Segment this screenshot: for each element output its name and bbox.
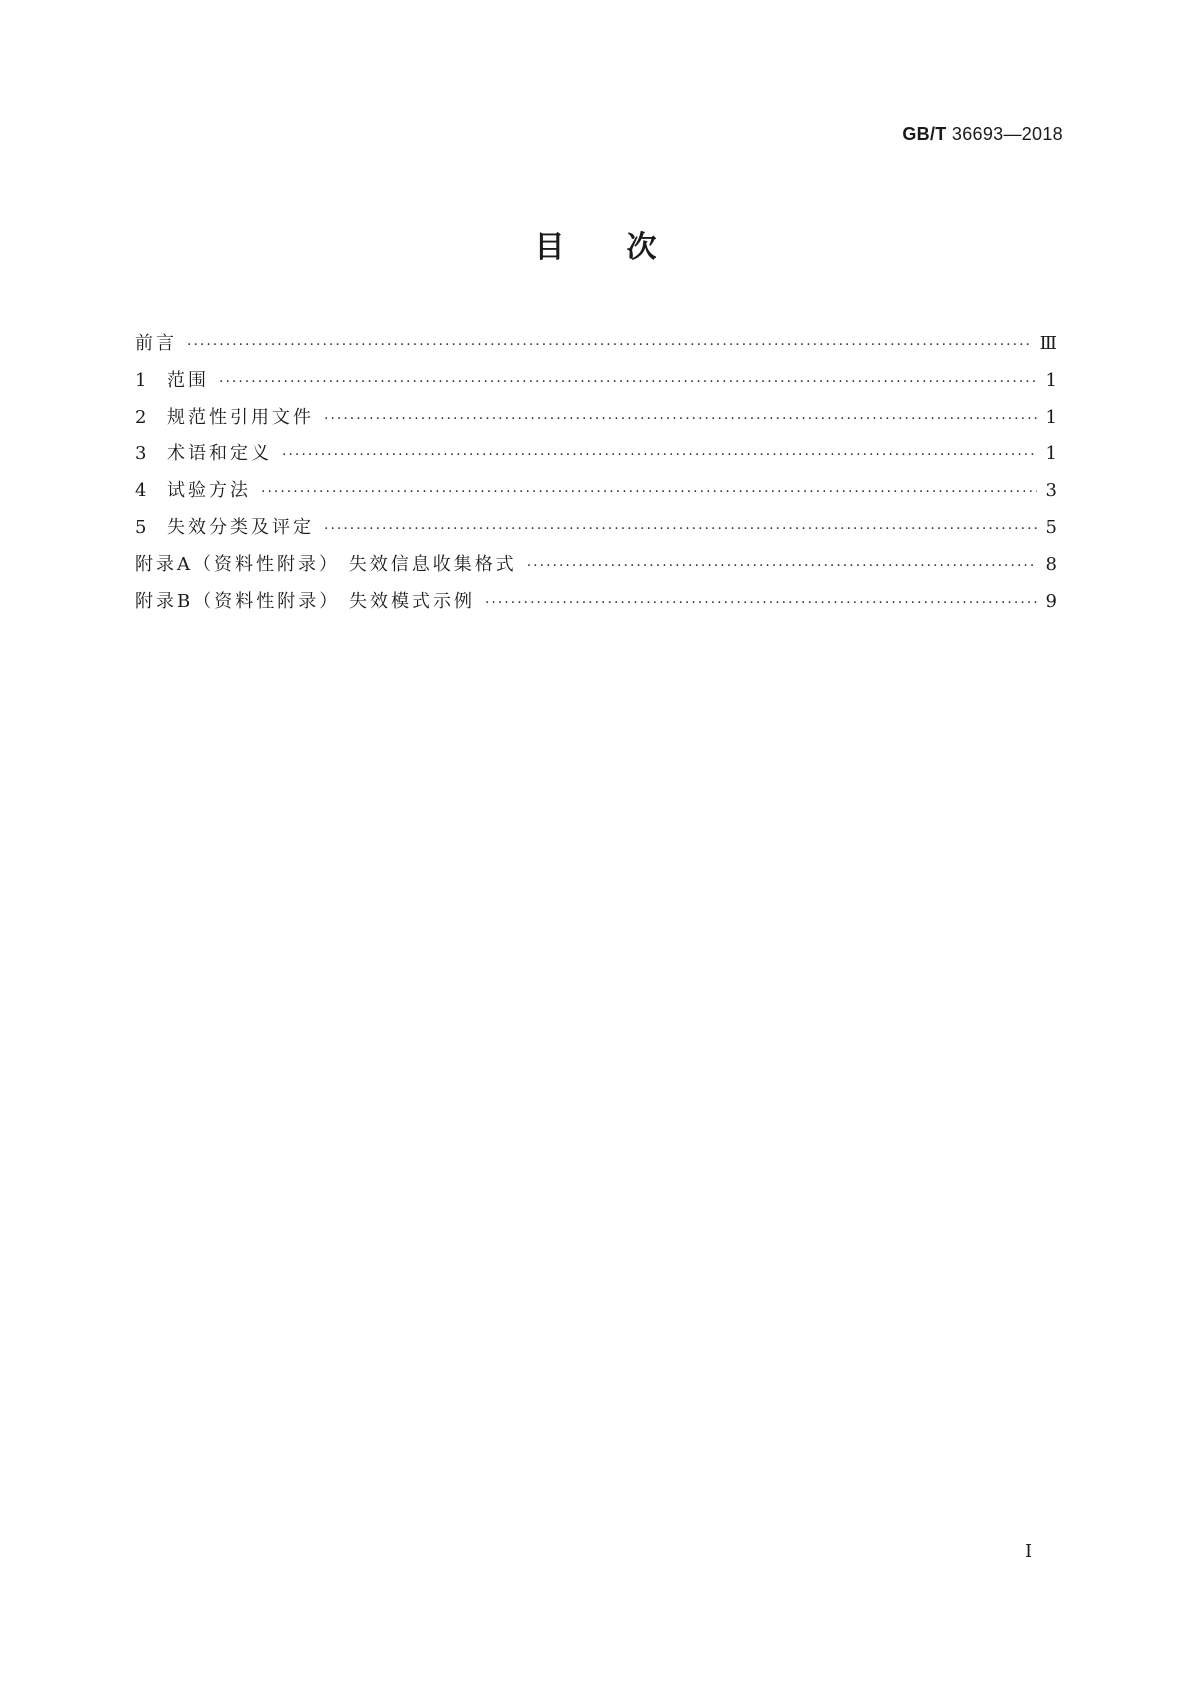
toc-entry-page: 9: [1045, 590, 1057, 612]
toc-entry-number: 5: [135, 516, 147, 538]
toc-entry-label: 术语和定义: [167, 443, 272, 465]
toc-entry-number: 3: [135, 443, 147, 465]
toc-leader-dots: [324, 511, 1037, 548]
page-title: 目次: [534, 230, 719, 265]
toc-entry-page: 1: [1045, 369, 1057, 391]
toc-entry-label: 规范性引用文件: [167, 406, 314, 428]
page-number: I: [1025, 1541, 1033, 1562]
toc-leader-dots: [261, 474, 1037, 511]
toc-entry-number: 2: [135, 406, 147, 428]
toc-leader-dots: [324, 401, 1037, 438]
standard-prefix: GB/T: [902, 124, 947, 144]
toc-entry-failure-classification[interactable]: [135, 510, 1057, 547]
toc-leader-dots: [282, 437, 1037, 474]
toc-entry-label: 失效分类及评定: [167, 516, 314, 538]
toc-entry-label: 范围: [167, 369, 209, 391]
toc-entry-appendix-b[interactable]: [135, 584, 1057, 621]
toc-leader-dots: [527, 548, 1037, 585]
toc-entry-label: 前言: [135, 333, 177, 354]
toc-entry-number: 4: [135, 480, 147, 502]
table-of-contents: [135, 326, 1057, 620]
toc-entry-terms-definitions[interactable]: [135, 436, 1057, 473]
toc-entry-page: 1: [1045, 406, 1057, 428]
toc-entry-label: 附录B（资料性附录） 失效模式示例: [135, 590, 475, 612]
toc-entry-label: 试验方法: [167, 480, 251, 502]
standard-code: [902, 124, 1063, 145]
toc-entry-normative-references[interactable]: [135, 400, 1057, 437]
toc-entry-test-methods[interactable]: [135, 473, 1057, 510]
toc-entry-foreword[interactable]: [135, 326, 1057, 363]
toc-entry-scope[interactable]: [135, 363, 1057, 400]
toc-entry-page: 5: [1045, 516, 1057, 538]
toc-leader-dots: [485, 585, 1037, 622]
toc-entry-page: Ⅲ: [1039, 333, 1057, 354]
toc-entry-page: 1: [1045, 443, 1057, 465]
toc-entry-appendix-a[interactable]: [135, 547, 1057, 584]
toc-entry-number: 1: [135, 369, 147, 391]
standard-number: 36693—2018: [951, 124, 1063, 144]
toc-entry-page: 8: [1045, 553, 1057, 575]
toc-entry-page: 3: [1045, 480, 1057, 502]
toc-leader-dots: [187, 327, 1032, 364]
toc-leader-dots: [219, 364, 1037, 401]
toc-entry-label: 附录A（资料性附录） 失效信息收集格式: [135, 553, 517, 575]
